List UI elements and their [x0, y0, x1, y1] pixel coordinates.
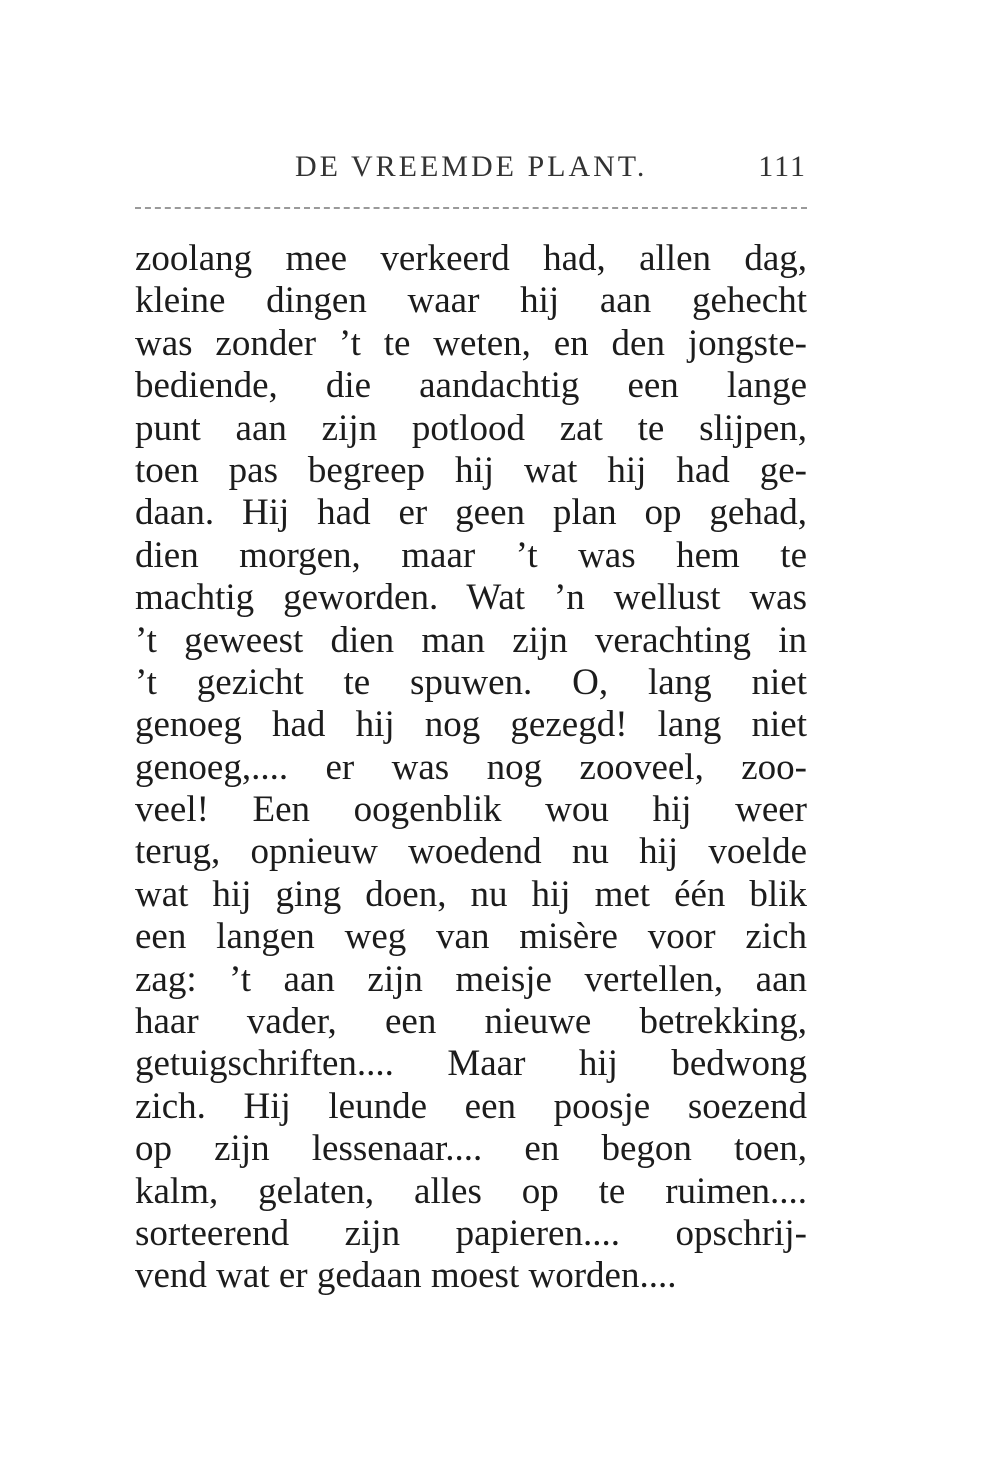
body-text	[135, 238, 807, 1298]
running-title: DE VREEMDE PLANT.	[295, 150, 648, 183]
text-line: zoolang mee verkeerd had, allen dag,	[135, 238, 807, 279]
text-line: vend wat er gedaan moest worden....	[135, 1255, 677, 1297]
text-line: punt aan zijn potlood zat te slijpen,	[135, 407, 807, 449]
text-line: veel! Een oogenblik wou hij weer	[135, 789, 807, 831]
text-line: genoeg had hij nog gezegd! lang niet	[135, 704, 807, 746]
text-line: terug, opnieuw woedend nu hij voelde	[135, 831, 807, 873]
text-line: ’t geweest dien man zijn verachting in	[135, 619, 807, 661]
text-line: wat hij ging doen, nu hij met één blik	[135, 873, 807, 915]
text-line: machtig geworden. Wat ’n wellust was	[135, 577, 807, 619]
text-line: bediende, die aandachtig een lange	[135, 365, 807, 407]
text-line: daan. Hij had er geen plan op gehad,	[135, 492, 807, 534]
text-line: kalm, gelaten, alles op te ruimen....	[135, 1170, 807, 1212]
text-line: zich. Hij leunde een poosje soezend	[135, 1085, 807, 1127]
text-line: haar vader, een nieuwe betrekking,	[135, 1001, 807, 1043]
text-line: dien morgen, maar ’t was hem te	[135, 534, 807, 576]
text-line: was zonder ’t te weten, en den jongste-	[135, 322, 807, 364]
text-line: toen pas begreep hij wat hij had ge-	[135, 449, 807, 491]
header-rule	[135, 207, 807, 209]
text-line: getuigschriften.... Maar hij bedwong	[135, 1043, 807, 1085]
page-number: 111	[758, 150, 807, 183]
text-line: een langen weg van misère voor zich	[135, 916, 807, 958]
text-line: zag: ’t aan zijn meisje vertellen, aan	[135, 958, 807, 1000]
text-line: kleine dingen waar hij aan gehecht	[135, 280, 807, 322]
text-line: genoeg,.... er was nog zooveel, zoo-	[135, 746, 807, 788]
text-line: ’t gezicht te spuwen. O, lang niet	[135, 661, 807, 703]
text-line: sorteerend zijn papieren.... opschrij-	[135, 1212, 807, 1254]
text-line: op zijn lessenaar.... en begon toen,	[135, 1128, 807, 1170]
running-head	[135, 150, 807, 190]
